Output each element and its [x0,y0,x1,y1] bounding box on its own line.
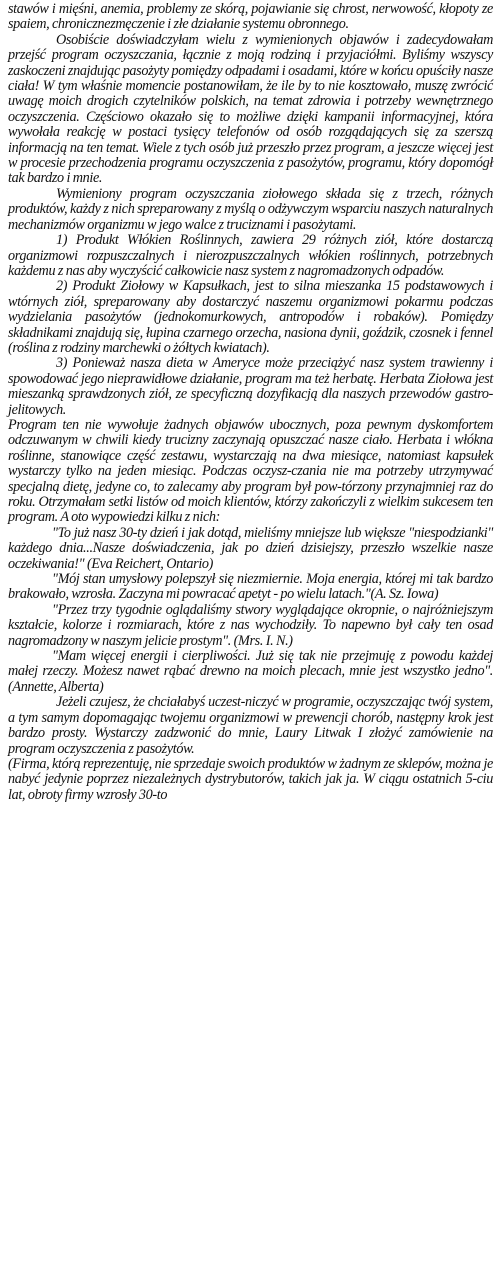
testimonial-quote: "Mój stan umysłowy polepszył się niezmiernie. Moja energia, której mi tak bardzo brakowało, wzrosła. Zaczyna mi powracać apetyt - po wielu latach."(A. Sz. Iowa) [8,571,493,603]
paragraph-product-fiber: 1) Produkt Włókien Roślinnych, zawiera 29 różnych ziół, które dostarczą organizmowi rozpuszczalnych i nierozpuszczalnych włókien roślinnych, potrzebnych każdemu z nas aby wyczyścić całkowicie nasz system z nagromadzonych odpadów. [8,232,493,279]
paragraph-program-details: Program ten nie wywołuje żadnych objawów ubocznych, poza pewnym dyskomfortem odczuwanym w chwili kiedy trucizny zaczynają opuszczać nasze ciało. Herbata i włókna roślinne, stanowiące część zestawu, wystarczają na dwa miesiące, natomiast kapsułek wystarczy tylko na jeden miesiąc. Podczas oczysz-czania nie ma potrzeby utrzymywać specjalną dietę, jedyne co, to zalecamy aby program był pow-tórzony przynajmniej raz do roku. Otrzymałam setki listów od moich klientów, którzy zakończyli z wielkim sukcesem ten program. A oto wypowiedzi kilku z nich: [8,416,493,526]
testimonial-quote: "Mam więcej energii i cierpliwości. Już się tak nie przejmuję z powodu każdej małej rzeczy. Możesz nawet rąbać drewno na moich plecach, mnie jest wszystko jedno". (Annette, Alberta) [8,648,493,695]
paragraph-call-to-action: Jeżeli czujesz, że chciałabyś uczest-niczyć w programie, oczyszczając twój system, a tym samym dopomagając twojemu organizmowi w prewencji chorób, następny krok jest bardzo prosty. Wystarczy zadzwonić do mnie, Laury Litwak I złożyć zamówienie na program oczyszczenia z pasożytów. [8,694,493,757]
paragraph-product-capsules: 2) Produkt Ziołowy w Kapsułkach, jest to silna mieszanka 15 podstawowych i wtórnych ziół, spreparowany aby dostarczyć naszemu organizmowi pokarmu podczas wydzielania pasożytów (jednokomurkowych, antropodów i robaków). Pomiędzy składnikami znajdują się, łupina czarnego orzecha, nasiona dynii, goździk, czosnek i fennel (roślina z rodziny marchewki o żółtych kwiatach). [8,278,493,356]
paragraph-product-tea: 3) Ponieważ nasza dieta w Ameryce może przeciążyć nasz system trawienny i spowodować jego nieprawidłowe działanie, program ma też herbatę. Herbata Ziołowa jest mieszanką sprawdzonych ziół, ze specyficzną dozyfikacją dla naszych przewodów gastro-jelitowych. [8,355,493,418]
paragraph-personal-experience: Osobiście doświadczyłam wielu z wymienionych objawów i zadecydowałam przejść program oczyszczania, łącznie z moją rodziną i przyjaciółmi. Byliśmy wszyscy zaskoczeni znajdując pasożyty pomiędzy odpadami i osadami, które w końcu opuściły nasze ciała! W tym właśnie momencie postanowiłam, że ile by to nie kosztowało, muszę zwrócić uwagę moich drogich czytelników polskich, na temat zdrowia i potrzeby wewnętrznego oczyszczenia. Częściowo okazało się to możliwe dzięki kampanii informacyjnej, która wywołała reakcję w postaci tysięcy telefonów od osób rozgądających się za szerszą informacją na ten temat. Wiele z tych osób już przeszło przez program, a jeszcze więcej jest w procesie przechodzenia programu oczyszczenia z pasożytów, programu, który dopomógł tak bardzo i mnie. [8,31,493,187]
paragraph-program-overview: Wymieniony program oczyszczania ziołowego składa się z trzech, różnych produktów, każdy z nich spreparowany z myślą o odżywczym wsparciu naszych naturalnych mechanizmów organizmu w jego walce z truciznami i pasożytami. [8,185,493,233]
testimonial-quote: "To już nasz 30-ty dzień i jak dotąd, mieliśmy mniejsze lub większe "niespodzianki" każdego dnia...Nasze doświadczenia, jak po dzień dzisiejszy, przeszło wszelkie nasze oczekiwania!" (Eva Reichert, Ontario) [8,524,493,572]
testimonial-quote: "Przez trzy tygodnie oglądaliśmy stwory wyglądające okropnie, o najróżniejszym kształcie, kolorze i rozmiarach, które z nas wychodziły. To napewno był cały ten osad nagromadzony w naszym jelicie prostym". (Mrs. I. N.) [8,601,493,649]
paragraph-intro: stawów i mięśni, anemia, problemy ze skórą, pojawianie się chrost, nerwowość, kłopoty ze spaiem, chronicznezmęczenie i złe działanie systemu obronnego. [8,1,493,33]
paragraph-company-note: (Firma, którą reprezentuję, nie sprzedaje swoich produktów w żadnym ze sklepów, można je nabyć jedynie poprzez niezależnych dystrybutorów, takich jak ja. W ciągu ostatnich 5-ciu lat, obroty firmy wzrosły 30-to [8,755,493,803]
